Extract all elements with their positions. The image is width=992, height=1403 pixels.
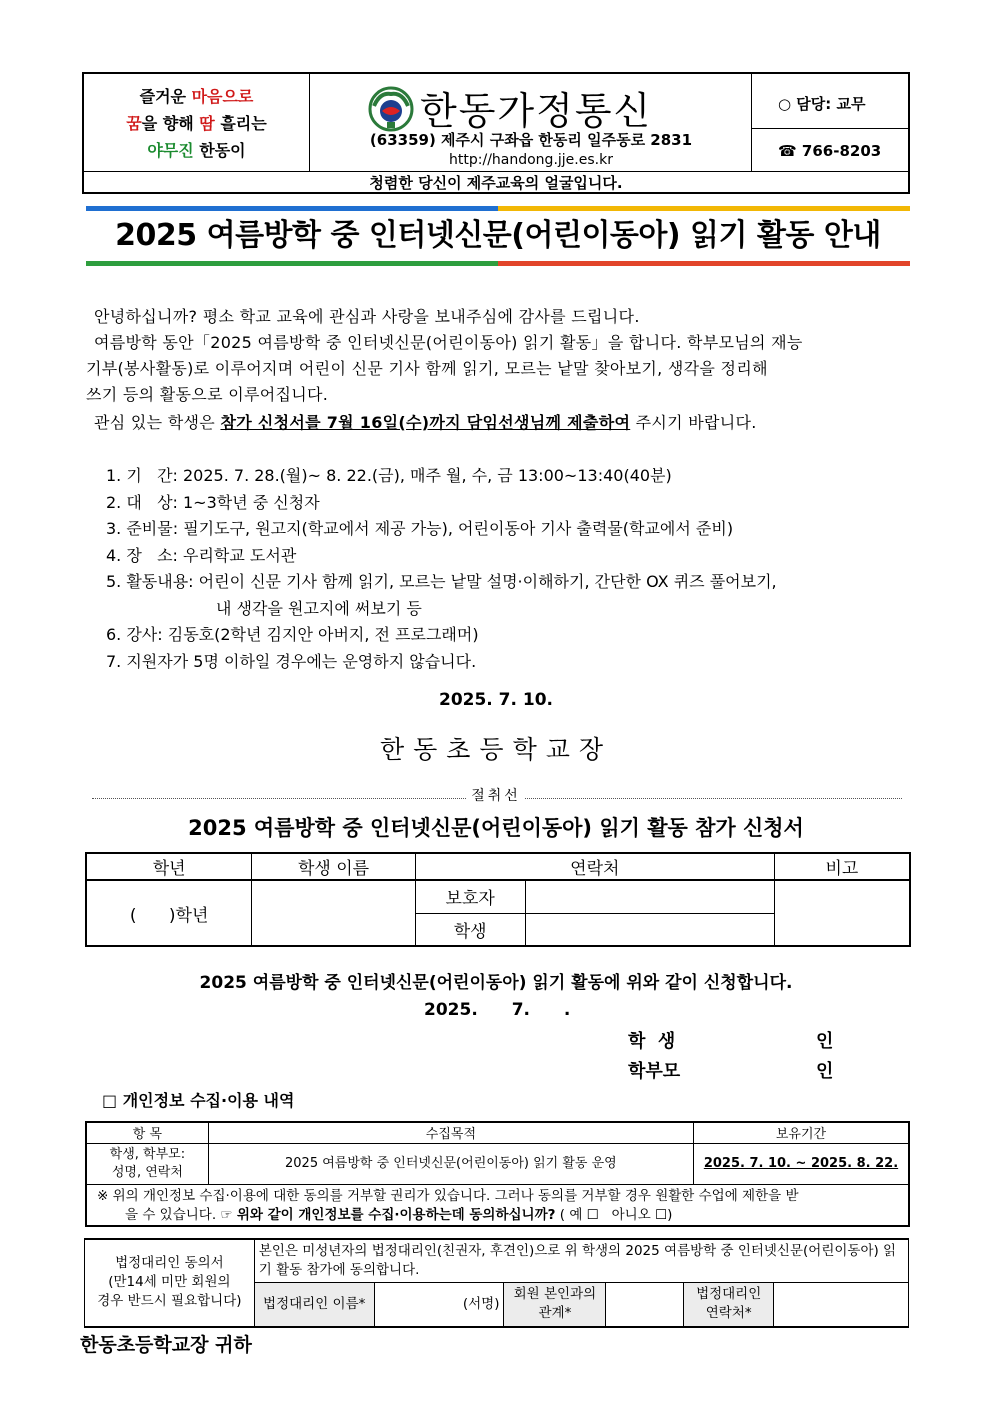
motto-text: 즐거운 — [139, 87, 192, 106]
student-label: 학생 — [415, 913, 525, 946]
school-emblem-icon — [368, 86, 414, 132]
privacy-item: 학생, 학부모: 성명, 연락처 — [86, 1143, 208, 1184]
activity-details-list — [106, 463, 777, 675]
guardian-contact-label: 법정대리인 연락처* — [684, 1283, 774, 1327]
signature-lines — [628, 1027, 834, 1087]
integrity-slogan: 청렴한 당신이 제주교육의 얼굴입니다. — [369, 174, 623, 192]
privacy-header-purpose: 수집목적 — [208, 1122, 693, 1143]
principal-signature: 한동초등학교장 — [379, 735, 613, 764]
list-item: 6. 강사: 김동호(2학년 김지안 아버지, 전 프로그래머) — [106, 625, 479, 644]
list-item-continuation: 내 생각을 원고지에 써보기 등 — [216, 598, 422, 618]
parent-sign-label: 학부모 — [628, 1061, 681, 1082]
motto-text: 을 향해 — [141, 114, 200, 133]
consent-note-line: 을 수 있습니다. ☞ — [125, 1206, 237, 1223]
application-table — [85, 852, 911, 947]
legal-guardian-statement: 본인은 미성년자의 법정대리인(친권자, 후견인)으로 위 학생의 2025 여름방학 중 인터넷신문(어린이동아) 읽기 활동 참가에 동의합니다. — [254, 1239, 908, 1283]
cut-line-text: 절취선 — [467, 788, 525, 804]
legal-guardian-table — [84, 1238, 909, 1328]
request-text: 관심 있는 학생은 — [94, 413, 221, 432]
intro-line: 여름방학 동안「2025 여름방학 중 인터넷신문(어린이동아) 읽기 활동」을 합니다. 학부모님의 재능 — [94, 333, 803, 352]
student-contact-field[interactable] — [525, 913, 774, 946]
legal-guardian-label: 법정대리인 동의서 (만14세 미만 회원의 경우 반드시 필요합니다) — [85, 1239, 255, 1327]
application-date[interactable]: 2025. 7. . — [424, 1000, 571, 1020]
privacy-consent-note — [86, 1184, 909, 1226]
intro-greeting: 안녕하십니까? 평소 학교 교육에 관심과 사랑을 보내주심에 감사를 드립니다. — [94, 307, 640, 326]
header-contact: 연락처 — [415, 853, 774, 880]
motto-highlight: 마음으로 — [191, 87, 254, 106]
student-sign-label: 학 생 — [628, 1031, 676, 1052]
application-title: 2025 여름방학 중 인터넷신문(어린이동아) 읽기 활동 참가 신청서 — [188, 816, 804, 840]
guardian-name-label: 법정대리인 이름* — [254, 1283, 374, 1327]
guardian-label: 보호자 — [415, 880, 525, 913]
student-name-field[interactable] — [252, 880, 416, 946]
privacy-table — [85, 1121, 910, 1227]
motto-highlight: 꿈 — [126, 114, 142, 133]
privacy-header-item: 항 목 — [86, 1122, 208, 1143]
remarks-field[interactable] — [774, 880, 910, 946]
grade-field[interactable]: ( )학년 — [86, 880, 252, 946]
list-item: 7. 지원자가 5명 이하일 경우에는 운영하지 않습니다. — [106, 651, 477, 671]
addressee-footer: 한동초등학교장 귀하 — [80, 1334, 252, 1356]
request-text: 주시기 바랍니다. — [630, 413, 757, 432]
motto-text: 흘리는 — [214, 114, 267, 133]
request-deadline: 참가 신청서를 7월 16일(수)까지 담임선생님께 제출하여 — [220, 413, 631, 432]
newsletter-masthead — [310, 74, 752, 172]
guardian-sign-field[interactable]: (서명) — [374, 1283, 504, 1327]
newsletter-header — [82, 72, 910, 194]
privacy-header-period: 보유기간 — [693, 1122, 909, 1143]
contact-info — [752, 74, 908, 172]
privacy-period: 2025. 7. 10. ~ 2025. 8. 22. — [693, 1143, 909, 1184]
list-item: 2. 대 상: 1~3학년 중 신청자 — [106, 492, 320, 512]
consent-question: 위와 같이 개인정보를 수집·이용하는데 동의하십니까? — [236, 1206, 556, 1223]
intro-line: 쓰기 등의 활동으로 이루어집니다. — [86, 385, 329, 404]
intro-paragraph — [86, 330, 908, 408]
header-student-name: 학생 이름 — [252, 853, 416, 880]
list-item: 4. 장 소: 우리학교 도서관 — [106, 545, 297, 565]
guardian-contact-field[interactable] — [525, 880, 774, 913]
relation-label: 회원 본인과의 관계* — [504, 1283, 606, 1327]
motto-text: 한동이 — [193, 141, 246, 160]
school-url[interactable]: http://handong.jje.es.kr — [449, 152, 613, 168]
guardian-contact-input[interactable] — [774, 1283, 909, 1327]
intro-line: 기부(봉사활동)로 이루어지며 어린이 신문 기사 함께 읽기, 모르는 낱말 찾아보기, 생각을 정리해 — [86, 359, 768, 378]
privacy-purpose: 2025 여름방학 중 인터넷신문(어린이동아) 읽기 활동 운영 — [208, 1143, 693, 1184]
cut-line-label — [0, 785, 992, 805]
header-row — [84, 74, 908, 172]
list-item: 1. 기 간: 2025. 7. 28.(월)~ 8. 22.(금), 매주 월, 수, 금 13:00~13:40(40분) — [106, 466, 672, 485]
list-item: 5. 활동내용: 어린이 신문 기사 함께 읽기, 모르는 낱말 설명·이해하기, 간단한 OX 퀴즈 풀어보기, — [106, 572, 777, 591]
consent-note-line: ※ 위의 개인정보 수집·이용에 대한 동의를 거부할 권리가 있습니다. 그러나 동의를 거부할 경우 원활한 수업에 제한을 받 — [97, 1187, 799, 1204]
phone-number: ☎ 766-8203 — [778, 142, 882, 160]
newsletter-title: 한동가정통신 — [420, 89, 653, 133]
privacy-heading: □ 개인정보 수집·이용 내역 — [102, 1091, 295, 1110]
school-motto — [84, 74, 310, 172]
manager-label: ○ 담당: 교무 — [752, 74, 908, 129]
notice-title: 2025 여름방학 중 인터넷신문(어린이동아) 읽기 활동 안내 — [115, 218, 881, 253]
list-item: 3. 준비물: 필기도구, 원고지(학교에서 제공 가능), 어린이동아 기사 출력물(학교에서 준비) — [106, 519, 734, 538]
motto-highlight: 땀 — [199, 114, 215, 133]
application-confirmation: 2025 여름방학 중 인터넷신문(어린이동아) 읽기 활동에 위와 같이 신청합니다. — [199, 973, 793, 993]
banner-bar-green — [86, 261, 498, 266]
header-remarks: 비고 — [774, 853, 910, 880]
header-grade: 학년 — [86, 853, 252, 880]
school-address: (63359) 제주시 구좌읍 한동리 일주동로 2831 — [369, 131, 693, 149]
relation-field[interactable] — [606, 1283, 684, 1327]
student-seal[interactable]: 인 — [816, 1031, 834, 1052]
intro-request — [86, 410, 908, 436]
notice-date: 2025. 7. 10. — [438, 690, 553, 710]
banner-bar-red — [498, 261, 910, 266]
parent-seal[interactable]: 인 — [816, 1061, 834, 1082]
consent-checkboxes[interactable]: ( 예 ☐ 아니오 ☐) — [555, 1206, 673, 1223]
motto-highlight: 야무진 — [147, 141, 194, 160]
